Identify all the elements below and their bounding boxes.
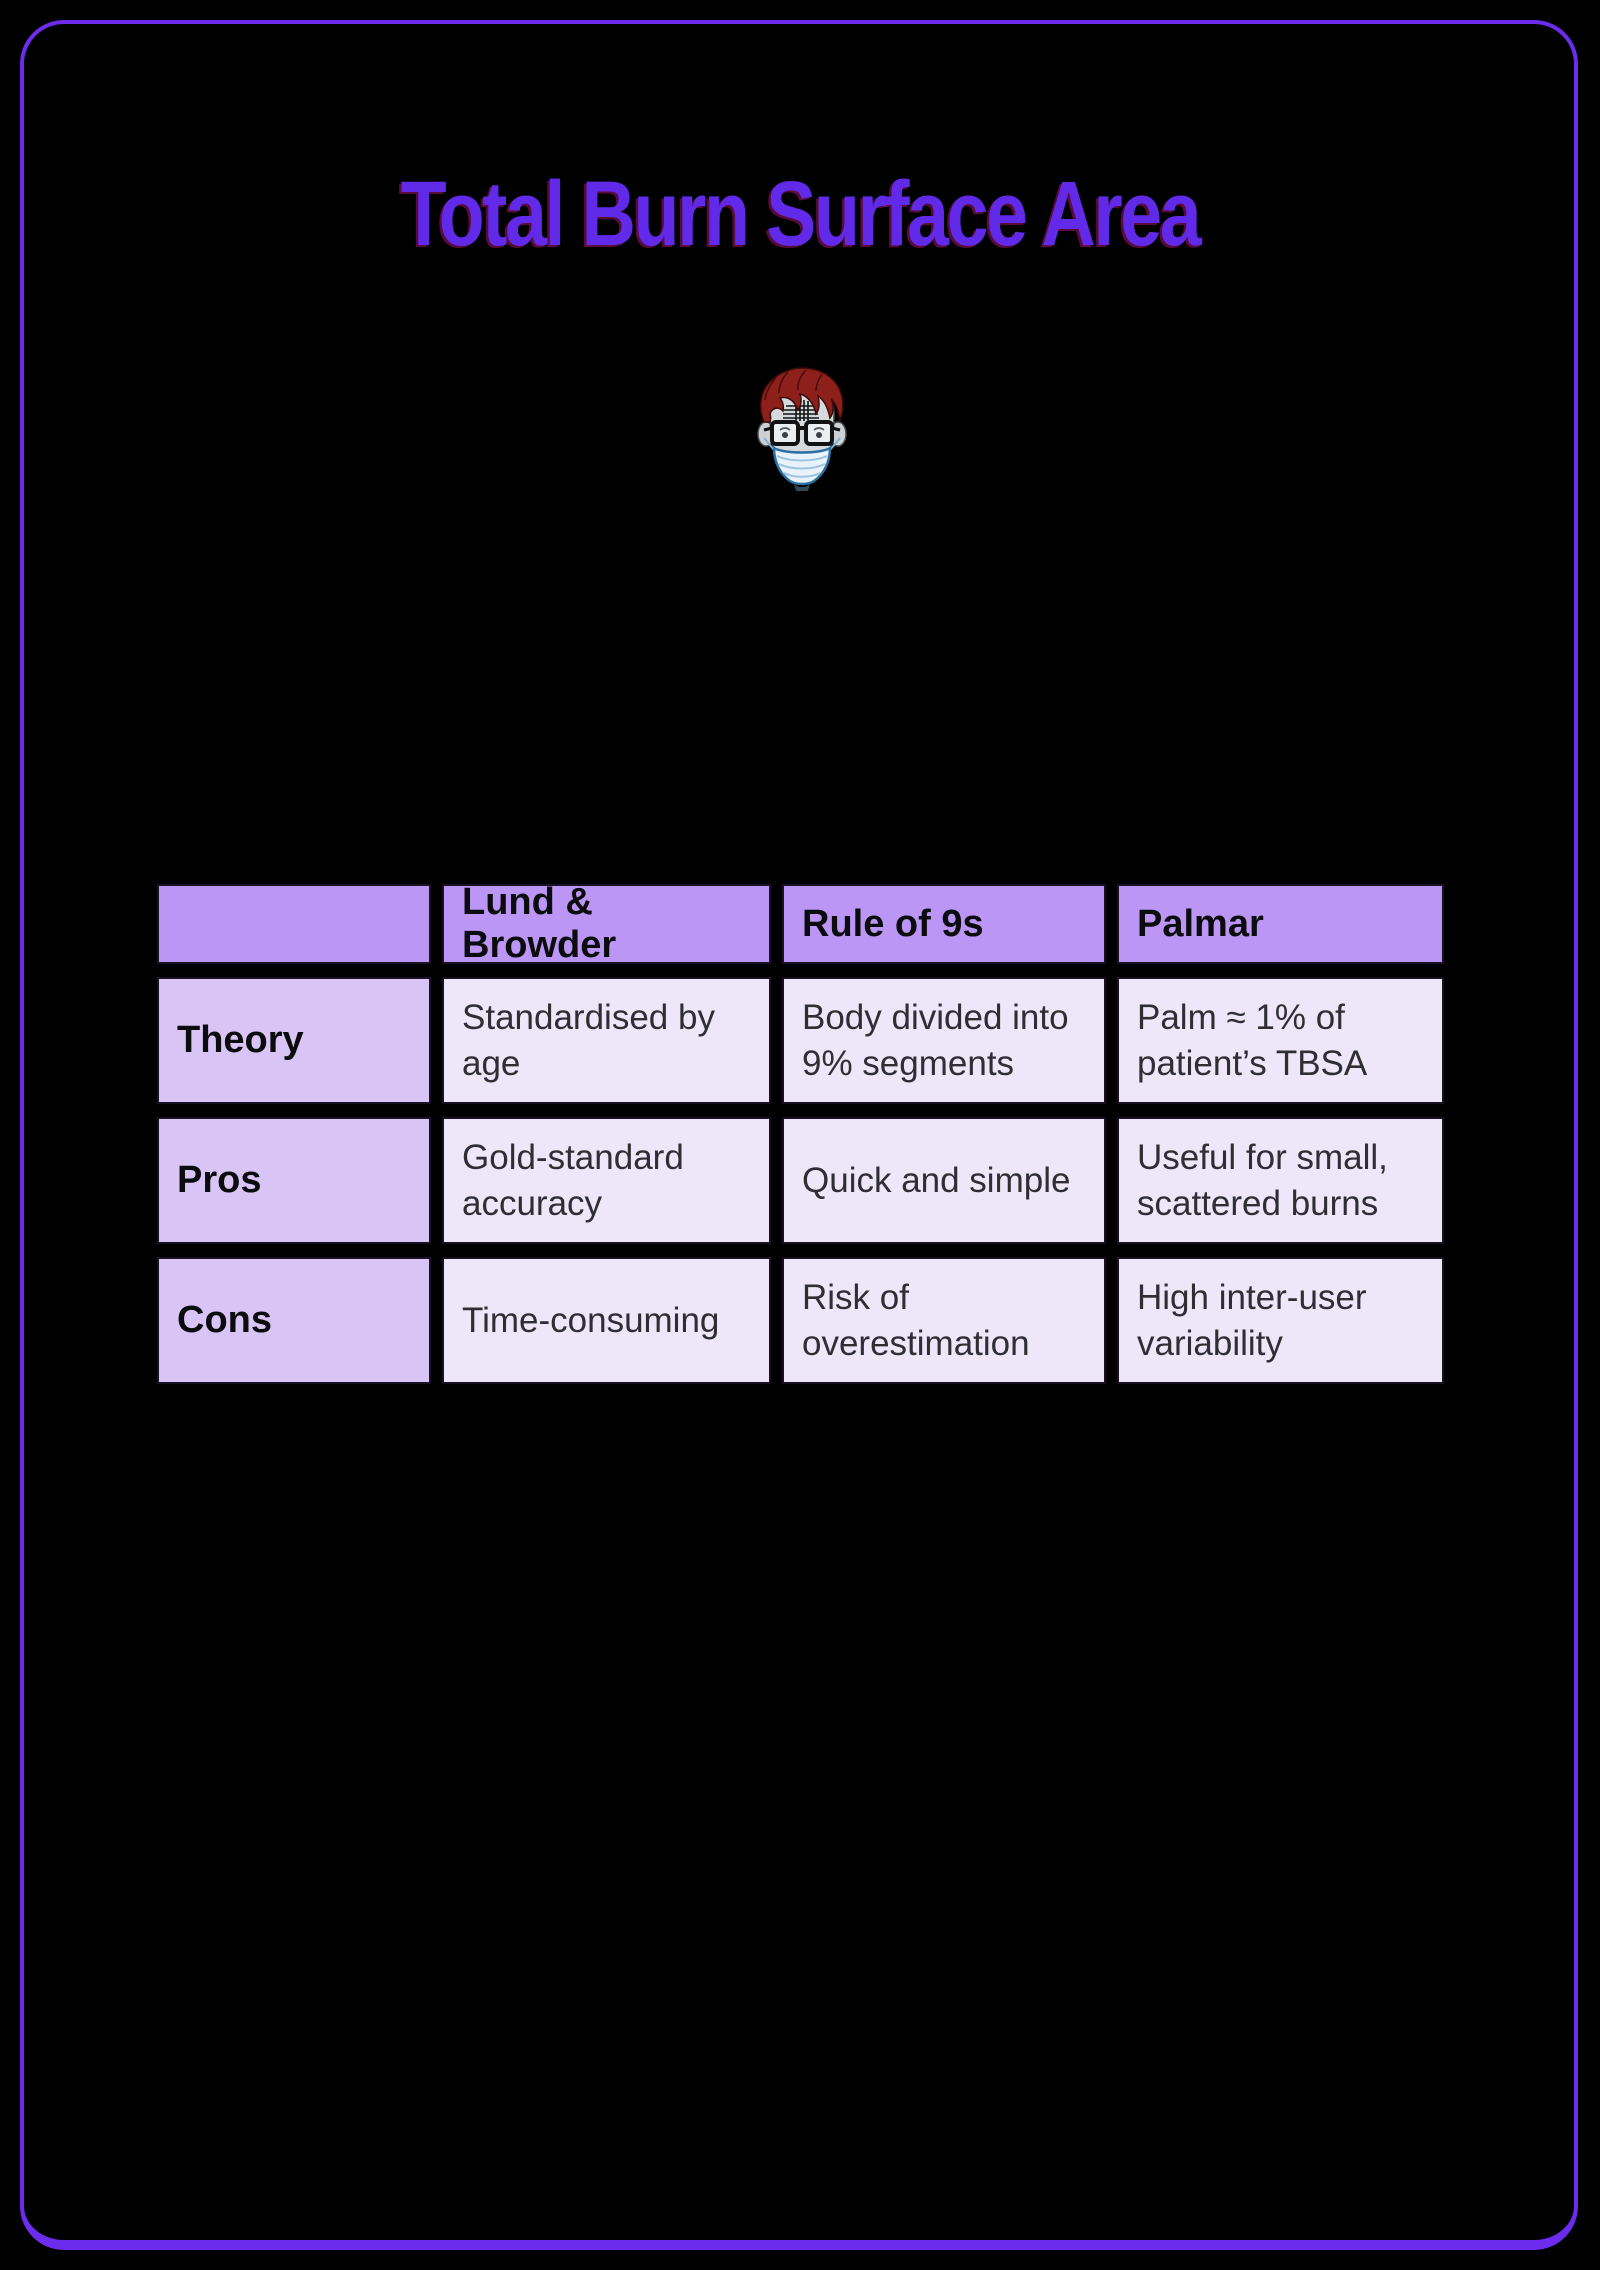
table-cell-pros-rule9s: Quick and simple [782, 1117, 1106, 1244]
table-header-palmar: Palmar [1117, 884, 1444, 964]
row-label-pros: Pros [157, 1117, 431, 1244]
table-cell-cons-rule9s: Risk of overestimation [782, 1257, 1106, 1384]
table-cell-theory-lund: Standardised by age [442, 977, 771, 1104]
row-label-cons: Cons [157, 1257, 431, 1384]
masked-doctor-avatar-icon [750, 366, 854, 492]
table-cell-cons-lund: Time-consuming [442, 1257, 771, 1384]
table-cell-cons-palmar: High inter-user variability [1117, 1257, 1444, 1384]
table-cell-theory-palmar: Palm ≈ 1% of patient’s TBSA [1117, 977, 1444, 1104]
page-title-text: Total Burn Surface Area [400, 163, 1200, 265]
row-label-theory: Theory [157, 977, 431, 1104]
table-header-empty [157, 884, 431, 964]
table-cell-pros-palmar: Useful for small, scattered burns [1117, 1117, 1444, 1244]
table-cell-theory-rule9s: Body divided into 9% segments [782, 977, 1106, 1104]
table-header-lund-browder: Lund & Browder [442, 884, 771, 964]
page-title [0, 163, 1600, 265]
table-cell-pros-lund: Gold-standard accuracy [442, 1117, 771, 1244]
table-header-rule-of-9s: Rule of 9s [782, 884, 1106, 964]
comparison-table [157, 881, 1444, 1384]
masked-doctor-face-icon [750, 366, 854, 492]
